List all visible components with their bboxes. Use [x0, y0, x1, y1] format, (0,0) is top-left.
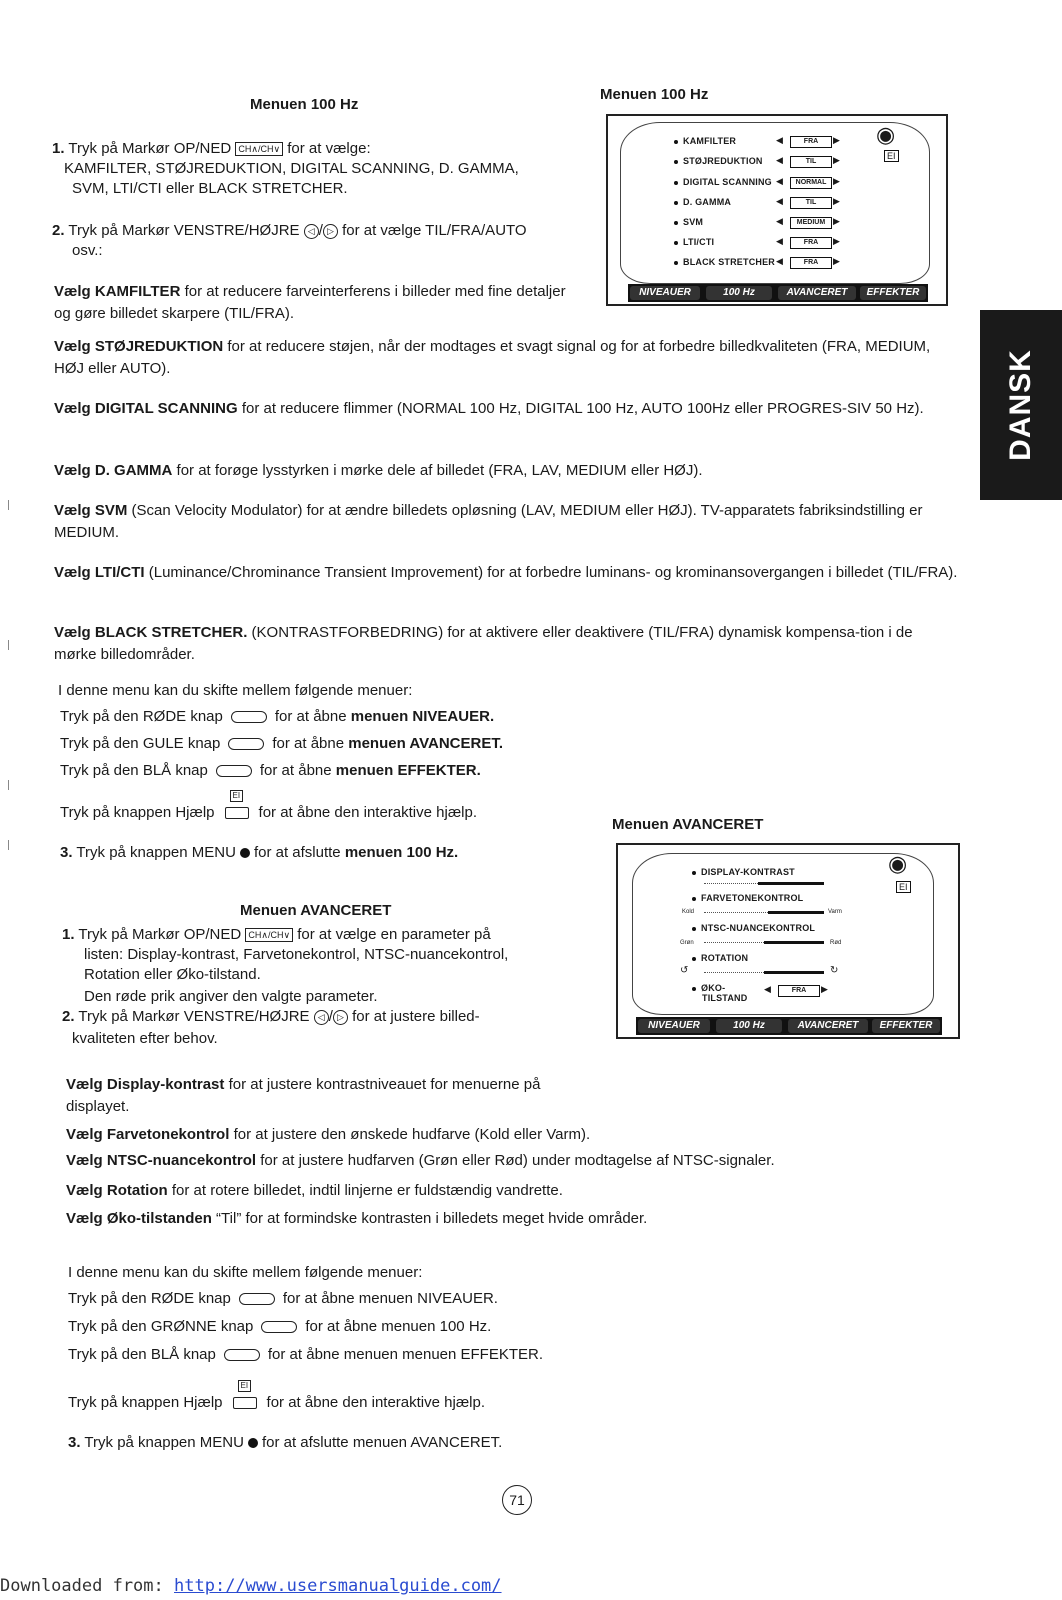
tab-avanceret[interactable]: AVANCERET: [778, 286, 856, 300]
tv-logo-icon: ◉: [888, 851, 908, 876]
bullet-icon: [692, 871, 696, 875]
help-badge-icon: EI: [896, 881, 911, 893]
language-tab: [980, 310, 1062, 500]
osd-row: STØJREDUKTION: [674, 156, 763, 166]
step-2-line-2: osv.:: [72, 242, 103, 259]
slider-fill: [764, 971, 824, 974]
label-varm: Varm: [828, 909, 842, 915]
tab-effekter[interactable]: EFFEKTER: [860, 286, 926, 300]
help-key-icon: [225, 807, 249, 819]
step-1-line-2: KAMFILTER, STØJREDUKTION, DIGITAL SCANNING, D. GAMMA,: [64, 160, 519, 177]
desc-svm: Vælg SVM (Scan Velocity Modulator) for at ændre billedets opløsning (LAV, MEDIUM eller HØJ). TV-apparatets fabriksindstilling er MEDIUM.: [54, 502, 923, 541]
desc-kamfilter: Vælg KAMFILTER for at reducere farveinterferens i billeder med fine detaljer og gøre billedet skarpere (TIL/FRA).: [54, 283, 566, 322]
left-triangle-icon: ◀: [776, 196, 783, 206]
menu-dot-icon: [240, 848, 250, 858]
section-heading-100hz: Menuen 100 Hz: [250, 96, 359, 113]
bullet-icon: [674, 241, 678, 245]
desc-black-stretcher: Vælg BLACK STRETCHER. (KONTRASTFORBEDRING) for at aktivere eller deaktivere (TIL/FRA) dynamisk kompensa-tion i de mørke billedområder.: [54, 624, 913, 663]
osd-tab-bar: [628, 284, 928, 302]
left-triangle-icon: ◀: [776, 256, 783, 266]
right-arrow-key-icon: ▷: [333, 1010, 348, 1025]
help-line: Tryk på knappen HjælpEI for at åbne den interaktive hjælp.: [60, 802, 477, 824]
red-key-icon: [231, 711, 267, 723]
osd-row: BLACK STRETCHER: [674, 257, 775, 267]
right-triangle-icon: ▶: [833, 155, 840, 165]
desc-display-kontrast: Vælg Display-kontrast for at justere kontrastniveauet for menuerne på displayet.: [66, 1076, 541, 1115]
bullet-icon: [674, 201, 678, 205]
desc-farvetonekontrol: Vælg Farvetonekontrol for at justere den ønskede hudfarve (Kold eller Varm).: [66, 1126, 591, 1143]
osd-row: TILSTAND: [702, 993, 748, 1003]
tv-logo-icon: ◉: [876, 122, 896, 147]
adv-step-2-line-2: kvaliteten efter behov.: [72, 1030, 218, 1047]
green-key-icon: [261, 1321, 297, 1333]
adv-step-2-line-1: 2. Tryk på Markør VENSTRE/HØJRE ◁ / ▷ for at justere billed-: [62, 1008, 480, 1025]
section-heading-avanceret: Menuen AVANCERET: [240, 902, 392, 919]
tab-niveauer[interactable]: NIVEAUER: [630, 286, 700, 300]
adv-step-1-line-2: listen: Display-kontrast, Farvetonekontrol, NTSC-nuancekontrol,: [84, 946, 509, 963]
bullet-icon: [674, 160, 678, 164]
desc-ntsc-nuancekontrol: Vælg NTSC-nuancekontrol for at justere hudfarven (Grøn eller Rød) under modtagelse af NTSC-signaler.: [66, 1152, 775, 1169]
desc-digital-scanning: Vælg DIGITAL SCANNING for at reducere flimmer (NORMAL 100 Hz, DIGITAL 100 Hz, AUTO 100Hz eller PROGRES-SIV 50 Hz).: [54, 400, 924, 417]
bullet-icon: [674, 140, 678, 144]
bullet-icon: [692, 987, 696, 991]
osd-row: SVM: [674, 217, 703, 227]
switch-blue: Tryk på den BLÅ knap for at åbne menuen EFFEKTER.: [60, 762, 481, 779]
osd-value: FRA: [790, 136, 832, 148]
osd-row: DISPLAY-KONTRAST: [692, 867, 795, 877]
right-arrow-key-icon: ▷: [323, 224, 338, 239]
left-triangle-icon: ◀: [776, 216, 783, 226]
osd-row: NTSC-NUANCEKONTROL: [692, 923, 815, 933]
tab-effekter[interactable]: EFFEKTER: [872, 1019, 940, 1033]
osd-row: KAMFILTER: [674, 136, 736, 146]
left-triangle-icon: ◀: [776, 176, 783, 186]
margin-mark: [8, 780, 9, 790]
desc-stojreduktion: Vælg STØJREDUKTION for at reducere støjen, når der modtages et svagt signal og for at forbedre billedkvaliteten (FRA, MEDIUM, HØJ eller AUTO).: [54, 338, 931, 377]
slider-fill: [764, 941, 824, 944]
osd-row: LTI/CTI: [674, 237, 714, 247]
adv-step-1-line-3: Rotation eller Øko-tilstand.: [84, 966, 261, 983]
margin-mark: [8, 640, 9, 650]
bullet-icon: [692, 897, 696, 901]
left-triangle-icon: ◀: [764, 984, 771, 994]
red-key-icon: [239, 1293, 275, 1305]
right-triangle-icon: ▶: [833, 256, 840, 266]
switch-yellow: Tryk på den GULE knap for at åbne menuen AVANCERET.: [60, 735, 503, 752]
tab-niveauer[interactable]: NIVEAUER: [638, 1019, 710, 1033]
margin-mark: [8, 500, 9, 510]
blue-key-icon: [224, 1349, 260, 1361]
osd-row: ØKO-: [692, 983, 725, 993]
left-triangle-icon: ◀: [776, 236, 783, 246]
osd-caption-avanceret: Menuen AVANCERET: [612, 816, 764, 833]
label-gron: Grøn: [680, 940, 694, 946]
osd-row: ROTATION: [692, 953, 748, 963]
help-key-icon: [233, 1397, 257, 1409]
bullet-icon: [674, 221, 678, 225]
adv-help-line: Tryk på knappen HjælpEI for at åbne den interaktive hjælp.: [68, 1392, 485, 1414]
adv-step-3: 3. Tryk på knappen MENU for at afslutte menuen AVANCERET.: [68, 1434, 503, 1451]
step-1-line-1: 1. Tryk på Markør OP/NED CH∧/CH∨ for at vælge:: [52, 140, 371, 157]
osd-value: TIL: [790, 197, 832, 209]
rotate-right-icon: ↻: [830, 965, 839, 976]
step-3: 3. Tryk på knappen MENU for at afslutte menuen 100 Hz.: [60, 844, 459, 861]
desc-lti-cti: Vælg LTI/CTI (Luminance/Chrominance Transient Improvement) for at forbedre luminans- og krominansovergangen i billedet (TIL/FRA).: [54, 564, 958, 581]
help-badge-icon: EI: [884, 150, 899, 162]
footer-prefix: Downloaded from:: [0, 1576, 164, 1596]
slider-fill: [768, 911, 824, 914]
adv-step-1-line-4: Den røde prik angiver den valgte parameter.: [84, 988, 378, 1005]
tab-100hz[interactable]: 100 Hz: [716, 1019, 782, 1033]
footer: [0, 1576, 502, 1596]
tab-100hz[interactable]: 100 Hz: [706, 286, 772, 300]
switch-red: Tryk på den RØDE knap for at åbne menuen NIVEAUER.: [60, 708, 495, 725]
page-number: 71: [502, 1485, 532, 1515]
footer-link[interactable]: http://www.usersmanualguide.com/: [174, 1576, 502, 1596]
osd-row: D. GAMMA: [674, 197, 731, 207]
right-triangle-icon: ▶: [833, 135, 840, 145]
step-1-line-3: SVM, LTI/CTI eller BLACK STRETCHER.: [72, 180, 348, 197]
adv-switch-intro: I denne menu kan du skifte mellem følgende menuer:: [68, 1264, 423, 1281]
ch-up-down-key-icon: CH∧/CH∨: [245, 928, 293, 942]
osd-value: FRA: [790, 257, 832, 269]
left-triangle-icon: ◀: [776, 155, 783, 165]
switch-intro: I denne menu kan du skifte mellem følgende menuer:: [58, 682, 413, 699]
label-rod: Rød: [830, 940, 842, 946]
slider-fill: [758, 882, 824, 885]
osd-row: FARVETONEKONTROL: [692, 893, 803, 903]
step-2-line-1: 2. Tryk på Markør VENSTRE/HØJRE ◁ / ▷ for at vælge TIL/FRA/AUTO: [52, 222, 527, 239]
osd-tab-bar: [636, 1017, 942, 1035]
desc-rotation: Vælg Rotation for at rotere billedet, indtil linjerne er fuldstændig vandrette.: [66, 1182, 563, 1199]
right-triangle-icon: ▶: [833, 236, 840, 246]
left-arrow-key-icon: ◁: [314, 1010, 329, 1025]
desc-oko-tilstand: Vælg Øko-tilstanden “Til” for at formindske kontrasten i billedets meget hvide områder.: [66, 1210, 648, 1227]
right-triangle-icon: ▶: [833, 216, 840, 226]
osd-value: NORMAL: [790, 177, 832, 189]
menu-dot-icon: [248, 1438, 258, 1448]
margin-mark: [8, 840, 9, 850]
bullet-icon: [674, 261, 678, 265]
osd-row: DIGITAL SCANNING: [674, 177, 772, 187]
bullet-icon: [674, 181, 678, 185]
blue-key-icon: [216, 765, 252, 777]
adv-switch-green: Tryk på den GRØNNE knap for at åbne menuen 100 Hz.: [68, 1318, 492, 1335]
label-kold: Kold: [682, 909, 695, 915]
osd-value: FRA: [778, 985, 820, 997]
tab-avanceret[interactable]: AVANCERET: [788, 1019, 868, 1033]
bullet-icon: [692, 957, 696, 961]
osd-value: FRA: [790, 237, 832, 249]
desc-d-gamma: Vælg D. GAMMA for at forøge lysstyrken i mørke dele af billedet (FRA, LAV, MEDIUM eller HØJ).: [54, 462, 703, 479]
adv-switch-red: Tryk på den RØDE knap for at åbne menuen NIVEAUER.: [68, 1290, 498, 1307]
right-triangle-icon: ▶: [821, 984, 828, 994]
osd-value: TIL: [790, 156, 832, 168]
bullet-icon: [692, 927, 696, 931]
right-triangle-icon: ▶: [833, 176, 840, 186]
adv-switch-blue: Tryk på den BLÅ knap for at åbne menuen menuen EFFEKTER.: [68, 1346, 544, 1363]
osd-value: MEDIUM: [790, 217, 832, 229]
language-tab-label: DANSK: [1004, 349, 1037, 461]
yellow-key-icon: [228, 738, 264, 750]
osd-caption-100hz: Menuen 100 Hz: [600, 86, 709, 103]
right-triangle-icon: ▶: [833, 196, 840, 206]
ch-up-down-key-icon: CH∧/CH∨: [235, 142, 283, 156]
rotate-left-icon: ↺: [680, 965, 689, 976]
adv-step-1-line-1: 1. Tryk på Markør OP/NED CH∧/CH∨ for at vælge en parameter på: [62, 926, 491, 943]
left-triangle-icon: ◀: [776, 135, 783, 145]
osd-avanceret: [616, 843, 960, 1039]
left-arrow-key-icon: ◁: [304, 224, 319, 239]
osd-100hz: [606, 114, 948, 306]
